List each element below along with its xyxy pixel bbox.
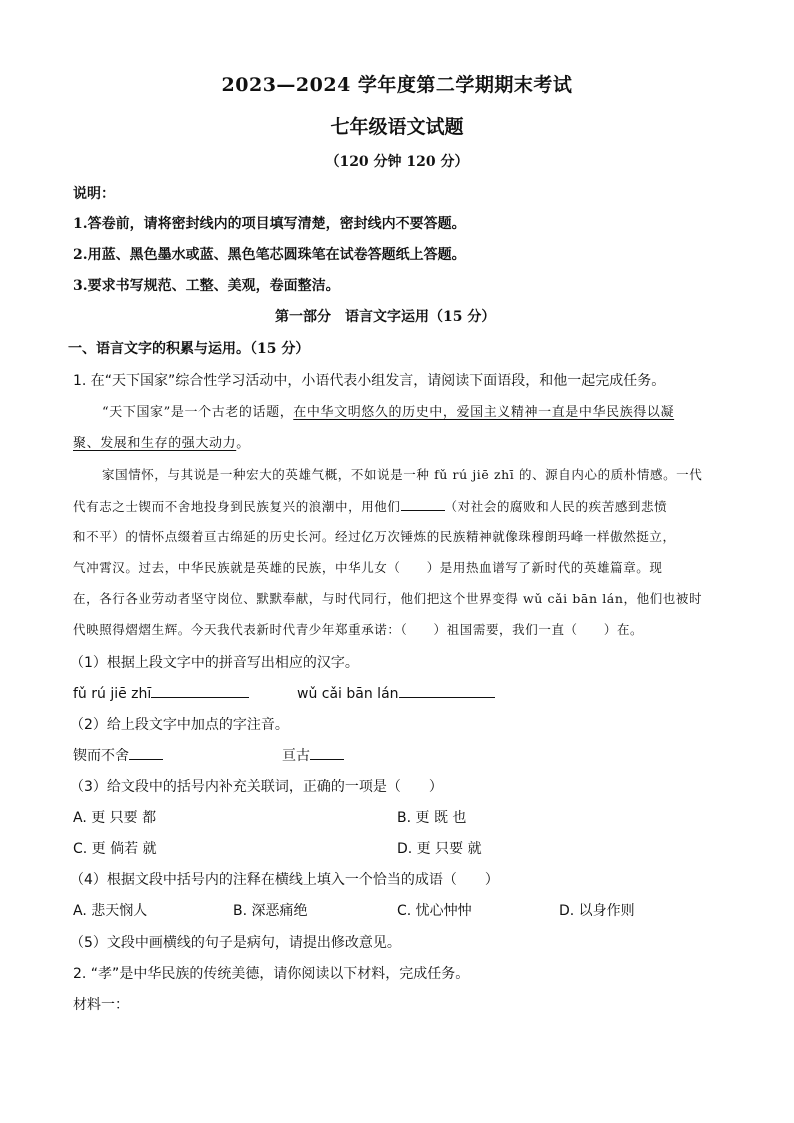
- word-b-blank[interactable]: [310, 745, 344, 760]
- subquestion-1-answers-b: [297, 683, 495, 702]
- sub4-option-c[interactable]: C. 忧心忡忡: [397, 903, 472, 919]
- passage-p1-end: 。: [236, 436, 250, 451]
- passage-line-6: 气冲霄汉。过去，中华民族就是英雄的民族，中华儿女（ ）是用热血谱写了新时代的英雄篇章。现: [73, 560, 663, 575]
- passage-underlined-sentence-a: 在中华文明悠久的历史中，爱国主义精神一直是中华民族得以凝: [293, 405, 675, 420]
- subquestion-2: （2）给上段文字中加点的字注音。: [70, 717, 289, 733]
- pinyin-a-blank[interactable]: [151, 683, 249, 698]
- sub3-option-c[interactable]: C. 更 倘若 就: [73, 841, 157, 857]
- question2-intro: 2. “孝”是中华民族的传统美德，请你阅读以下材料，完成任务。: [73, 966, 470, 982]
- exam-time-score: （120 分钟 120 分）: [325, 154, 469, 170]
- passage-line-3: 家国情怀，与其说是一种宏大的英雄气概，不如说是一种 fǔ rú jiē zhī 的、源自内心的质朴情感。一代: [102, 467, 703, 482]
- question1-intro: 1. 在“天下国家”综合性学习活动中，小语代表小组发言，请阅读下面语段，和他一起完成任务。: [73, 373, 666, 389]
- passage-underlined-sentence-b: 聚、发展和生存的强大动力: [73, 436, 237, 451]
- passage-l4-end: （对社会的腐败和人民的疾苦感到悲愤: [444, 499, 668, 514]
- passage-l4-start: 代有志之士锲而不舍地投身到民族复兴的浪潮中，用他们: [73, 499, 401, 514]
- sub3-option-a[interactable]: A. 更 只要 都: [73, 810, 157, 826]
- word-b: 亘古: [282, 748, 310, 764]
- sub4-option-a[interactable]: A. 悲天悯人: [73, 903, 148, 919]
- subquestion-4: （4）根据文段中括号内的注释在横线上填入一个恰当的成语（ ）: [70, 872, 499, 888]
- sub3-option-d[interactable]: D. 更 只要 就: [397, 841, 482, 857]
- sub3-option-b[interactable]: B. 更 既 也: [397, 810, 467, 826]
- subquestion-2-answer-b: [282, 745, 344, 765]
- passage-line-2: [73, 432, 250, 451]
- pinyin-a: fǔ rú jiē zhī: [73, 686, 152, 702]
- passage-line-5: 和不平）的情怀点缀着亘古绵延的历史长河。经过亿万次锤炼的民族精神就像珠穆朗玛峰一样傲然挺立，: [73, 529, 676, 544]
- pinyin-b: wǔ cǎi bān lán: [297, 686, 399, 702]
- exam-title: 2023—2024 学年度第二学期期末考试: [221, 74, 573, 96]
- passage-line-4: [73, 496, 667, 515]
- passage-line-7: 在，各行各业劳动者坚守岗位、默默奉献，与时代同行，他们把这个世界变得 wǔ cǎi bān lán，他们也被时: [73, 591, 703, 606]
- word-a-blank[interactable]: [129, 745, 163, 760]
- subquestion-2-answer-a: [73, 745, 163, 765]
- material-1-label: 材料一：: [73, 997, 129, 1013]
- section1-heading: 一、语言文字的积累与运用。（15 分）: [68, 341, 310, 357]
- notes-label: 说明：: [73, 186, 115, 202]
- passage-p1-start: “天下国家”是一个古老的话题，: [102, 405, 294, 420]
- idiom-blank[interactable]: [401, 496, 445, 511]
- passage-line-8: 代映照得熠熠生辉。今天我代表新时代青少年郑重承诺：（ ）祖国需要，我们一直（ ）在。: [73, 622, 644, 637]
- pinyin-b-blank[interactable]: [399, 683, 495, 698]
- sub4-option-d[interactable]: D. 以身作则: [559, 903, 635, 919]
- note-item-1: 1.答卷前，请将密封线内的项目填写清楚，密封线内不要答题。: [73, 216, 466, 232]
- subquestion-1: （1）根据上段文字中的拼音写出相应的汉字。: [70, 655, 359, 671]
- subquestion-1-answers: [73, 683, 249, 702]
- note-item-3: 3.要求书写规范、工整、美观，卷面整洁。: [73, 278, 340, 294]
- note-item-2: 2.用蓝、黑色墨水或蓝、黑色笔芯圆珠笔在试卷答题纸上答题。: [73, 247, 466, 263]
- word-a: 锲而不舍: [73, 748, 129, 764]
- subquestion-5: （5）文段中画横线的句子是病句，请提出修改意见。: [70, 935, 401, 951]
- part1-heading: 第一部分 语言文字运用（15 分）: [275, 309, 496, 325]
- subquestion-3: （3）给文段中的括号内补充关联词，正确的一项是（ ）: [70, 779, 443, 795]
- sub4-option-b[interactable]: B. 深恶痛绝: [233, 903, 308, 919]
- passage-line-1: [102, 401, 674, 420]
- exam-subtitle: 七年级语文试题: [330, 116, 464, 138]
